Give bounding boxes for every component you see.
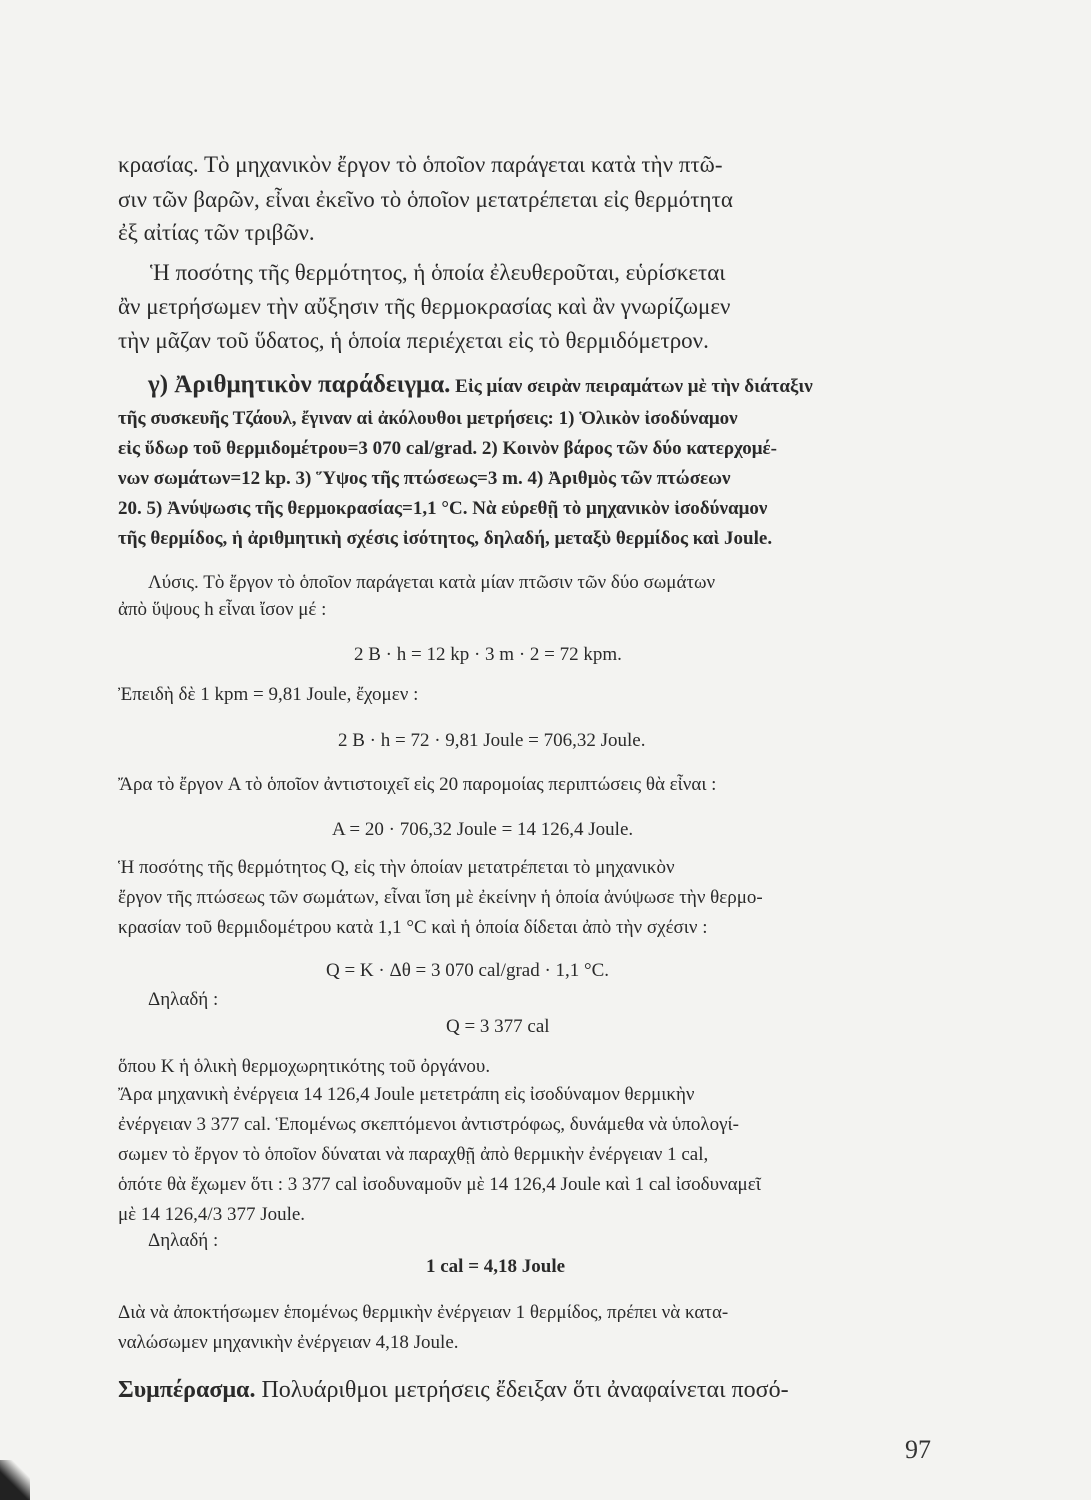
text-line: ναλώσωμεν μηχανικὴν ἐνέργειαν 4,18 Joule.	[118, 1332, 459, 1353]
summary-text: Πολυάριθμοι μετρήσεις ἔδειξαν ὅτι ἀναφαίνεται ποσό-	[261, 1377, 789, 1403]
text-line: Δηλαδή :	[148, 989, 219, 1010]
text-line: κρασίαν τοῦ θερμιδομέτρου κατὰ 1,1 °C καὶ ἡ ὁποία δίδεται ἀπὸ τὴν σχέσιν :	[118, 917, 708, 938]
equation-result: 1 cal = 4,18 Joule	[426, 1256, 566, 1277]
example-line: 20. 5) Ἀνύψωσις τῆς θερμοκρασίας=1,1 °C. Νὰ εὑρεθῇ τὸ μηχανικὸν ἰσοδύναμον	[118, 498, 768, 519]
equation: 2 B · h = 12 kp · 3 m · 2 = 72 kpm.	[354, 644, 622, 665]
text-line: ὁπότε θὰ ἔχωμεν ὅτι : 3 377 cal ἰσοδυναμοῦν μὲ 14 126,4 Joule καὶ 1 cal ἰσοδυναμεῖ	[118, 1174, 761, 1195]
example-line: εἰς ὕδωρ τοῦ θερμιδομέτρου=3 070 cal/grad. 2) Κοινὸν βάρος τῶν δύο κατερχομέ-	[118, 438, 778, 459]
text-line: ἔργον τῆς πτώσεως τῶν σωμάτων, εἶναι ἴση μὲ ἐκείνην ἡ ὁποία ἀνύψωσε τὴν θερμο-	[118, 887, 763, 908]
example-line: τῆς θερμίδος, ἡ ἀριθμητικὴ σχέσις ἰσότητος, δηλαδή, μεταξὺ θερμίδος καὶ Joule.	[118, 528, 773, 549]
text-line: Ἄρα μηχανικὴ ἐνέργεια 14 126,4 Joule μετετράπη εἰς ἰσοδύναμον θερμικὴν	[118, 1084, 695, 1105]
text-line: ὅπου K ἡ ὁλικὴ θερμοχωρητικότης τοῦ ὀργάνου.	[118, 1056, 491, 1077]
text-line: σωμεν τὸ ἔργον τὸ ὁποῖον δύναται νὰ παραχθῇ ἀπὸ θερμικὴν ἐνέργειαν 1 cal,	[118, 1144, 709, 1165]
example-line	[148, 370, 813, 402]
equation: Q = K · Δθ = 3 070 cal/grad · 1,1 °C.	[326, 960, 610, 981]
example-text: Εἰς μίαν σειρὰν πειραμάτων μὲ τὴν διάταξιν	[455, 376, 813, 397]
text-line: Ἄρα τὸ ἔργον A τὸ ὁποῖον ἀντιστοιχεῖ εἰς 20 παρομοίας περιπτώσεις θὰ εἶναι :	[118, 774, 717, 795]
text-line: τὴν μᾶζαν τοῦ ὕδατος, ἡ ὁποία περιέχεται εἰς τὸ θερμιδόμετρον.	[118, 328, 709, 353]
text-line: Δηλαδή :	[148, 1230, 219, 1251]
scan-shadow	[0, 1460, 30, 1500]
example-heading: γ) Ἀριθμητικὸν παράδειγμα.	[148, 371, 451, 398]
text-line: Ἐπειδὴ δὲ 1 kpm = 9,81 Joule, ἔχομεν :	[118, 684, 419, 705]
equation: Q = 3 377 cal	[446, 1016, 550, 1037]
summary-line	[118, 1375, 789, 1405]
text-line: μὲ 14 126,4/3 377 Joule.	[118, 1204, 306, 1225]
text-line: Ἡ ποσότης τῆς θερμότητος, ἡ ὁποία ἐλευθεροῦται, εὑρίσκεται	[150, 260, 726, 285]
text-line: Ἡ ποσότης τῆς θερμότητος Q, εἰς τὴν ὁποίαν μετατρέπεται τὸ μηχανικὸν	[118, 857, 675, 878]
summary-label: Συμπέρασμα.	[118, 1377, 256, 1403]
text-line: κρασίας. Τὸ μηχανικὸν ἔργον τὸ ὁποῖον παράγεται κατὰ τὴν πτῶ-	[118, 152, 723, 177]
text-line: ἐνέργειαν 3 377 cal. Ἑπομένως σκεπτόμενοι ἀντιστρόφως, δυνάμεθα νὰ ὑπολογί-	[118, 1114, 739, 1135]
text-line: ἂν μετρήσωμεν τὴν αὔξησιν τῆς θερμοκρασίας καὶ ἂν γνωρίζωμεν	[118, 294, 731, 319]
text-line: σιν τῶν βαρῶν, εἶναι ἐκεῖνο τὸ ὁποῖον μετατρέπεται εἰς θερμότητα	[118, 187, 733, 212]
equation: 2 B · h = 72 · 9,81 Joule = 706,32 Joule.	[338, 730, 646, 751]
solution-line: ἀπὸ ὕψους h εἶναι ἴσον μέ :	[118, 599, 327, 620]
text-line: ἐξ αἰτίας τῶν τριβῶν.	[118, 220, 315, 245]
text-line: Διὰ νὰ ἀποκτήσωμεν ἑπομένως θερμικὴν ἐνέργειαν 1 θερμίδος, πρέπει νὰ κατα-	[118, 1302, 729, 1323]
page-number: 97	[905, 1435, 931, 1464]
example-line: τῆς συσκευῆς Τζάουλ, ἔγιναν αἱ ἀκόλουθοι μετρήσεις: 1) Ὁλικὸν ἰσοδύναμον	[118, 408, 738, 429]
solution-line: Λύσις. Τὸ ἔργον τὸ ὁποῖον παράγεται κατὰ μίαν πτῶσιν τῶν δύο σωμάτων	[148, 572, 716, 593]
example-line: νων σωμάτων=12 kp. 3) Ὕψος τῆς πτώσεως=3 m. 4) Ἀριθμὸς τῶν πτώσεων	[118, 468, 731, 489]
equation: A = 20 · 706,32 Joule = 14 126,4 Joule.	[332, 819, 634, 840]
